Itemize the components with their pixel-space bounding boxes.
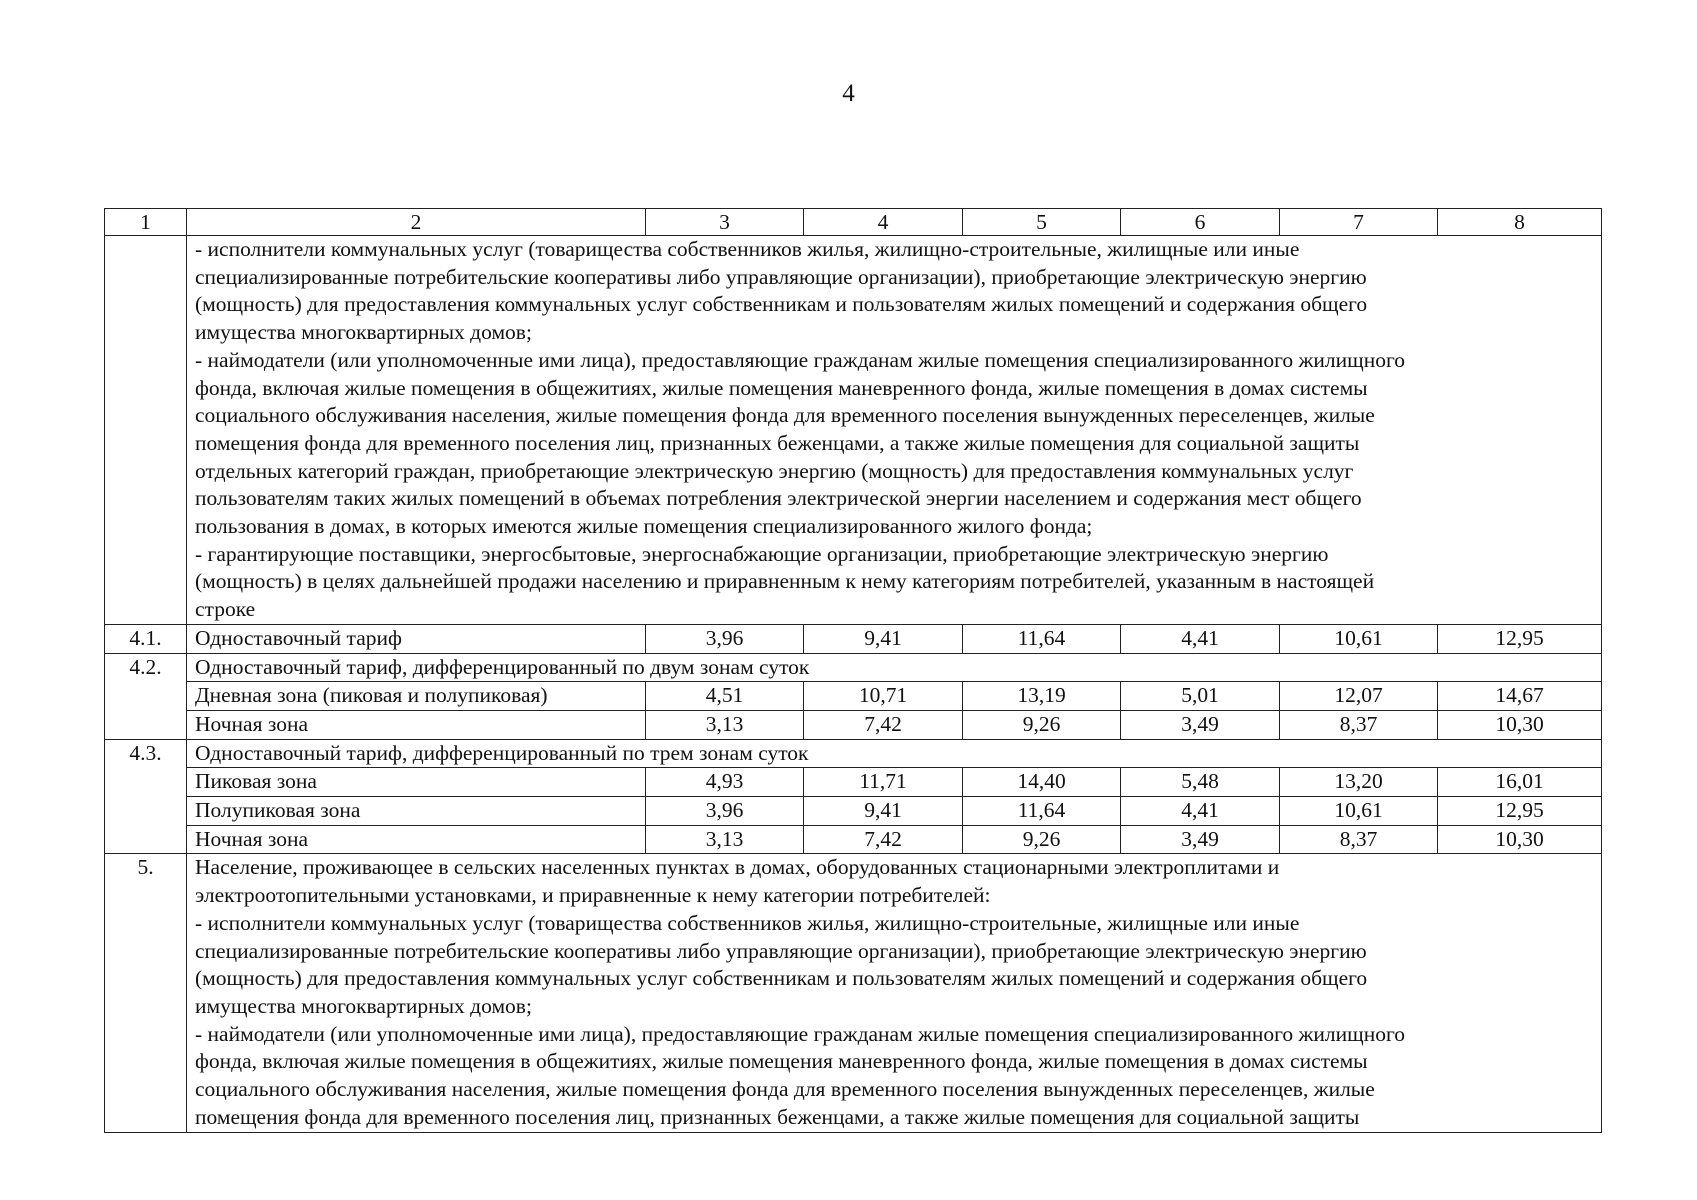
tariff-value: 4,93 (646, 768, 804, 797)
text-line: имущества многоквартирных домов; (195, 320, 532, 345)
row-number: 4.2. (105, 653, 187, 739)
text-line: отдельных категорий граждан, приобретающие электрическую энергию (мощность) для предоставления коммунальных услуг (195, 458, 1354, 483)
tariff-value: 9,41 (804, 797, 963, 826)
tariff-value: 11,71 (804, 768, 963, 797)
table-row-4-1 (105, 624, 1602, 653)
table-row (105, 710, 1602, 739)
tariff-value: 3,13 (646, 825, 804, 854)
text-line: - наймодатели (или уполномоченные ими лица), предоставляющие гражданам жилые помещения специализированного жилищного (195, 1021, 1405, 1046)
text-line: специализированные потребительские кооперативы либо управляющие организации), приобретающие электрическую энергию (195, 938, 1367, 963)
tariff-label: Ночная зона (187, 710, 646, 739)
column-number: 2 (187, 209, 646, 236)
text-line: (мощность) для предоставления коммунальных услуг собственникам и пользователям жилых помещений и содержания общего (195, 292, 1368, 317)
tariff-value: 4,41 (1121, 624, 1280, 653)
text-line: - гарантирующие поставщики, энергосбытовые, энергоснабжающие организации, приобретающие электрическую энергию (195, 541, 1329, 566)
text-line: помещения фонда для временного поселения лиц, признанных беженцами, а также жилые помещения для социальной защиты (195, 1104, 1360, 1129)
row-number-cell (105, 236, 187, 625)
text-line: - исполнители коммунальных услуг (товарищества собственников жилья, жилищно-строительные, жилищные или иные (195, 237, 1300, 261)
tariff-value: 7,42 (804, 825, 963, 854)
row-number: 4.3. (105, 739, 187, 854)
column-number: 8 (1438, 209, 1602, 236)
text-line: фонда, включая жилые помещения в общежитиях, жилые помещения маневренного фонда, жилые помещения в домах системы (195, 375, 1368, 400)
text-line: пользователям таких жилых помещений в объемах потребления электрической энергии населением и содержания мест общего (195, 486, 1362, 511)
text-line: фонда, включая жилые помещения в общежитиях, жилые помещения маневренного фонда, жилые помещения в домах системы (195, 1049, 1368, 1074)
tariff-value: 10,30 (1438, 710, 1602, 739)
text-line: пользования в домах, в которых имеются жилые помещения специализированного жилого фонда; (195, 514, 1093, 539)
text-line: Население, проживающее в сельских населенных пунктах в домах, оборудованных стационарными электроплитами и (195, 855, 1280, 880)
tariff-value: 3,49 (1121, 710, 1280, 739)
table-row (105, 768, 1602, 797)
tariff-value: 5,01 (1121, 682, 1280, 711)
text-line: (мощность) в целях дальнейшей продажи населению и приравненным к нему категориям потребителей, указанным в настоящей (195, 569, 1375, 594)
tariff-label: Пиковая зона (187, 768, 646, 797)
tariff-value: 13,19 (963, 682, 1121, 711)
tariff-value: 3,96 (646, 797, 804, 826)
text-line: имущества многоквартирных домов; (195, 993, 532, 1018)
row-number: 5. (105, 854, 187, 1132)
table-row (105, 797, 1602, 826)
column-number: 6 (1121, 209, 1280, 236)
text-line: строке (195, 597, 256, 622)
tariff-value: 10,71 (804, 682, 963, 711)
text-line: электроотопительными установками, и приравненные к нему категории потребителей: (195, 883, 991, 908)
column-number: 7 (1280, 209, 1438, 236)
tariff-group-label: Одноставочный тариф, дифференцированный по двум зонам суток (187, 653, 1602, 682)
table-row-4-2-header (105, 653, 1602, 682)
tariff-value: 14,40 (963, 768, 1121, 797)
tariff-label: Полупиковая зона (187, 797, 646, 826)
column-number-row (105, 209, 1602, 236)
tariff-value: 12,07 (1280, 682, 1438, 711)
tariff-value: 12,95 (1438, 624, 1602, 653)
tariff-label: Ночная зона (187, 825, 646, 854)
tariff-value: 11,64 (963, 797, 1121, 826)
row-5-text (187, 854, 1602, 1132)
tariff-value: 8,37 (1280, 710, 1438, 739)
text-line: - наймодатели (или уполномоченные ими лица), предоставляющие гражданам жилые помещения специализированного жилищного (195, 347, 1405, 372)
page-number: 4 (842, 80, 855, 107)
tariff-table (104, 208, 1602, 1133)
tariff-value: 14,67 (1438, 682, 1602, 711)
tariff-value: 10,61 (1280, 624, 1438, 653)
column-number: 1 (105, 209, 187, 236)
tariff-value: 13,20 (1280, 768, 1438, 797)
tariff-value: 10,61 (1280, 797, 1438, 826)
column-number: 3 (646, 209, 804, 236)
tariff-value: 3,49 (1121, 825, 1280, 854)
table-row (105, 825, 1602, 854)
tariff-value: 8,37 (1280, 825, 1438, 854)
tariff-value: 9,26 (963, 825, 1121, 854)
column-number: 4 (804, 209, 963, 236)
tariff-value: 16,01 (1438, 768, 1602, 797)
row-number: 4.1. (105, 624, 187, 653)
text-line: - исполнители коммунальных услуг (товарищества собственников жилья, жилищно-строительные, жилищные или иные (195, 910, 1300, 935)
tariff-value: 4,41 (1121, 797, 1280, 826)
tariff-value: 11,64 (963, 624, 1121, 653)
tariff-group-label: Одноставочный тариф, дифференцированный по трем зонам суток (187, 739, 1602, 768)
tariff-value: 4,51 (646, 682, 804, 711)
row-4-description (105, 236, 1602, 625)
table-row-4-3-header (105, 739, 1602, 768)
text-line: помещения фонда для временного поселения лиц, признанных беженцами, а также жилые помещения для социальной защиты (195, 430, 1360, 455)
text-line: социального обслуживания населения, жилые помещения фонда для временного поселения вынужденных переселенцев, жилые (195, 1077, 1375, 1102)
tariff-value: 12,95 (1438, 797, 1602, 826)
tariff-value: 3,13 (646, 710, 804, 739)
tariff-label: Дневная зона (пиковая и полупиковая) (187, 682, 646, 711)
tariff-value: 7,42 (804, 710, 963, 739)
table-row (105, 682, 1602, 711)
text-line: социального обслуживания населения, жилые помещения фонда для временного поселения вынужденных переселенцев, жилые (195, 403, 1375, 428)
tariff-label: Одноставочный тариф (187, 624, 646, 653)
column-number: 5 (963, 209, 1121, 236)
tariff-value: 9,26 (963, 710, 1121, 739)
table-row-5 (105, 854, 1602, 1132)
row-4-text (187, 236, 1602, 625)
tariff-value: 9,41 (804, 624, 963, 653)
tariff-value: 3,96 (646, 624, 804, 653)
tariff-value: 5,48 (1121, 768, 1280, 797)
text-line: специализированные потребительские кооперативы либо управляющие организации), приобретающие электрическую энергию (195, 264, 1367, 289)
tariff-value: 10,30 (1438, 825, 1602, 854)
text-line: (мощность) для предоставления коммунальных услуг собственникам и пользователям жилых помещений и содержания общего (195, 966, 1368, 991)
